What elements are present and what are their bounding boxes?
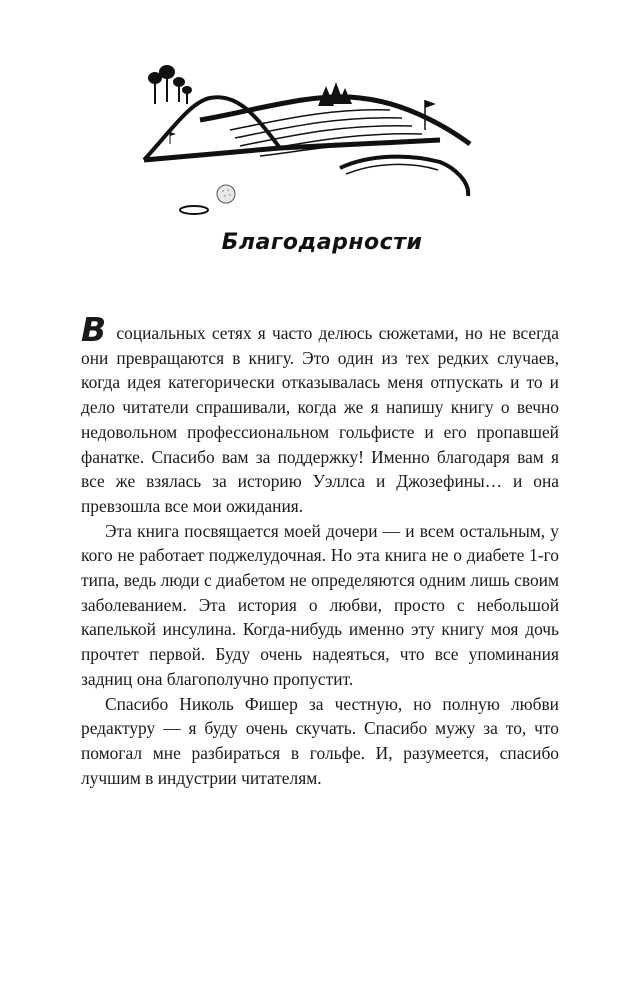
tree-group-left [148, 65, 192, 104]
drop-cap: В [81, 310, 107, 349]
paragraph-2: Эта книга посвящается моей дочери — и всем остальным, у кого не работает поджелудочная. Но эта книга не о диабете 1-го типа, ведь люди с диабетом не определяются одним лишь своим заболеванием. Эта история о любви, просто с небольшой капелькой инсулина. Когда-нибудь именно эту книгу моя дочь прочтет первой. Буду очень надеяться, что все упоминания задниц она благополучно пропустит. [81, 520, 559, 689]
paragraph-1 [81, 310, 559, 519]
paragraph-1-text: социальных сетях я часто делюсь сюжетами, но не всегда они превращаются в книгу. Это один из тех редких случаев, когда идея категорически отказывалась меня отпускать и то и дело читатели спрашивали, когда же я напишу книгу о вечно недовольном профессиональном гольфисте и его пропавшей фанатке. Спасибо вам за поддержку! Именно благодаря вам я все же взялась за историю Уэллса и Джозефины… и она превзошла все мои ожидания. [81, 323, 559, 516]
chapter-title: Благодарности [221, 230, 423, 255]
pine-trees [318, 82, 352, 106]
flag-right [425, 100, 436, 130]
golf-hole [180, 206, 208, 214]
body-text [81, 310, 559, 790]
paragraph-3: Спасибо Николь Фишер за честную, но полную любви редактуру — я буду очень скучать. Спасибо мужу за то, что помогал мне разбираться в гольфе. И, разумеется, спасибо лучшим в индустрии читателям. [81, 693, 559, 788]
golf-course-icon [140, 62, 472, 222]
flag-left [170, 132, 176, 144]
golf-ball [217, 185, 235, 203]
